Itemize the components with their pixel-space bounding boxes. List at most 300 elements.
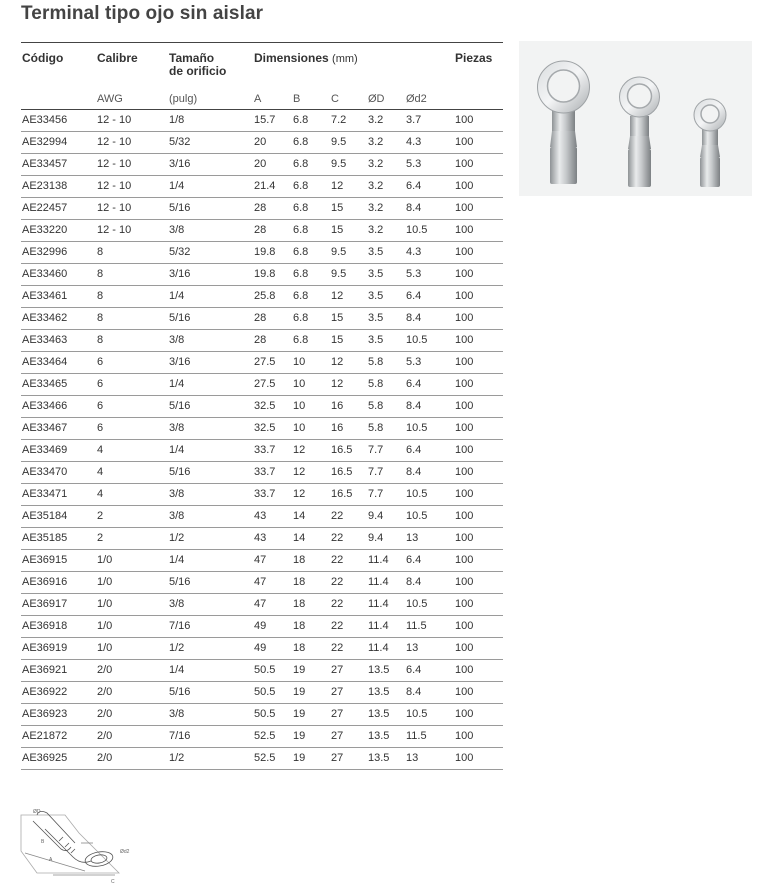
cell-codigo: AE33470	[21, 461, 97, 483]
cell-od: 3.2	[368, 109, 406, 131]
cell-tamano: 1/2	[169, 637, 254, 659]
cell-piezas: 100	[455, 131, 503, 153]
cell-od2: 10.5	[406, 505, 455, 527]
cell-codigo: AE33469	[21, 439, 97, 461]
cell-a: 52.5	[254, 747, 293, 769]
cell-calibre: 2/0	[97, 681, 169, 703]
cell-c: 27	[331, 725, 368, 747]
cell-c: 27	[331, 703, 368, 725]
subheader-a: A	[254, 89, 293, 110]
cell-piezas: 100	[455, 527, 503, 549]
cell-tamano: 7/16	[169, 615, 254, 637]
cell-b: 6.8	[293, 241, 331, 263]
cell-a: 27.5	[254, 351, 293, 373]
cell-b: 10	[293, 351, 331, 373]
cell-codigo: AE36918	[21, 615, 97, 637]
cell-od: 5.8	[368, 417, 406, 439]
cell-calibre: 2/0	[97, 725, 169, 747]
cell-tamano: 5/16	[169, 395, 254, 417]
header-tamano-line1: Tamaño	[169, 51, 215, 65]
cell-codigo: AE36921	[21, 659, 97, 681]
table-row	[21, 549, 503, 571]
cell-piezas: 100	[455, 285, 503, 307]
cell-tamano: 3/8	[169, 417, 254, 439]
table-row	[21, 417, 503, 439]
cell-calibre: 6	[97, 351, 169, 373]
diagram-label-od2: Ød2	[120, 849, 130, 855]
cell-a: 28	[254, 329, 293, 351]
cell-piezas: 100	[455, 549, 503, 571]
cell-codigo: AE36916	[21, 571, 97, 593]
cell-od2: 10.5	[406, 329, 455, 351]
cell-od2: 10.5	[406, 219, 455, 241]
cell-od: 11.4	[368, 549, 406, 571]
cell-c: 22	[331, 637, 368, 659]
cell-tamano: 3/8	[169, 219, 254, 241]
cell-codigo: AE33462	[21, 307, 97, 329]
cell-codigo: AE23138	[21, 175, 97, 197]
cell-od2: 6.4	[406, 659, 455, 681]
cell-calibre: 2/0	[97, 703, 169, 725]
cell-a: 43	[254, 505, 293, 527]
cell-od2: 8.4	[406, 395, 455, 417]
cell-calibre: 4	[97, 439, 169, 461]
cell-c: 12	[331, 373, 368, 395]
cell-calibre: 4	[97, 461, 169, 483]
header-dimensiones-label: Dimensiones	[254, 51, 329, 65]
cell-codigo: AE36922	[21, 681, 97, 703]
cell-tamano: 5/16	[169, 197, 254, 219]
cell-a: 47	[254, 593, 293, 615]
cell-od2: 13	[406, 637, 455, 659]
cell-codigo: AE36923	[21, 703, 97, 725]
cell-tamano: 1/2	[169, 527, 254, 549]
cell-b: 12	[293, 461, 331, 483]
cell-od: 3.5	[368, 241, 406, 263]
header-piezas: Piezas	[455, 43, 503, 89]
cell-a: 33.7	[254, 461, 293, 483]
cell-tamano: 1/4	[169, 549, 254, 571]
cell-piezas: 100	[455, 571, 503, 593]
cell-codigo: AE33461	[21, 285, 97, 307]
cell-tamano: 3/8	[169, 505, 254, 527]
cell-tamano: 5/16	[169, 571, 254, 593]
cell-a: 20	[254, 131, 293, 153]
cell-piezas: 100	[455, 505, 503, 527]
cell-calibre: 6	[97, 417, 169, 439]
cell-c: 22	[331, 505, 368, 527]
cell-od2: 10.5	[406, 593, 455, 615]
table-row	[21, 307, 503, 329]
cell-od: 11.4	[368, 637, 406, 659]
table-row	[21, 703, 503, 725]
cell-od2: 8.4	[406, 681, 455, 703]
cell-c: 15	[331, 329, 368, 351]
cell-b: 6.8	[293, 285, 331, 307]
cell-piezas: 100	[455, 681, 503, 703]
cell-codigo: AE33465	[21, 373, 97, 395]
subheader-b: B	[293, 89, 331, 110]
cell-calibre: 12 - 10	[97, 109, 169, 131]
cell-calibre: 8	[97, 241, 169, 263]
cell-codigo: AE21872	[21, 725, 97, 747]
table-row	[21, 637, 503, 659]
cell-b: 18	[293, 637, 331, 659]
table-body	[21, 109, 503, 769]
cell-b: 6.8	[293, 109, 331, 131]
cell-c: 12	[331, 285, 368, 307]
cell-piezas: 100	[455, 153, 503, 175]
cell-piezas: 100	[455, 439, 503, 461]
subheader-od: ØD	[368, 89, 406, 110]
cell-b: 12	[293, 439, 331, 461]
table-row	[21, 461, 503, 483]
cell-b: 19	[293, 747, 331, 769]
cell-od: 7.7	[368, 483, 406, 505]
table-row	[21, 373, 503, 395]
cell-od2: 11.5	[406, 725, 455, 747]
cell-piezas: 100	[455, 329, 503, 351]
table-row	[21, 131, 503, 153]
cell-a: 28	[254, 197, 293, 219]
cell-piezas: 100	[455, 637, 503, 659]
cell-b: 6.8	[293, 153, 331, 175]
ring-terminals-image	[519, 41, 752, 196]
cell-od2: 6.4	[406, 285, 455, 307]
cell-b: 19	[293, 659, 331, 681]
cell-calibre: 6	[97, 395, 169, 417]
cell-od2: 3.7	[406, 109, 455, 131]
cell-od: 11.4	[368, 571, 406, 593]
cell-calibre: 8	[97, 263, 169, 285]
terminal-spec-table	[21, 42, 503, 770]
cell-c: 16	[331, 395, 368, 417]
cell-od: 3.5	[368, 307, 406, 329]
cell-piezas: 100	[455, 395, 503, 417]
cell-a: 19.8	[254, 241, 293, 263]
cell-od: 3.2	[368, 219, 406, 241]
cell-a: 19.8	[254, 263, 293, 285]
cell-codigo: AE22457	[21, 197, 97, 219]
cell-codigo: AE36915	[21, 549, 97, 571]
cell-codigo: AE35185	[21, 527, 97, 549]
subheader-empty	[21, 89, 97, 110]
table-row	[21, 571, 503, 593]
cell-tamano: 5/16	[169, 681, 254, 703]
cell-calibre: 12 - 10	[97, 175, 169, 197]
cell-b: 6.8	[293, 263, 331, 285]
cell-piezas: 100	[455, 725, 503, 747]
header-codigo: Código	[21, 43, 97, 89]
cell-tamano: 7/16	[169, 725, 254, 747]
cell-codigo: AE33464	[21, 351, 97, 373]
header-tamano	[169, 43, 254, 89]
cell-od2: 6.4	[406, 439, 455, 461]
cell-a: 20	[254, 153, 293, 175]
cell-od: 7.7	[368, 461, 406, 483]
cell-c: 15	[331, 219, 368, 241]
cell-piezas: 100	[455, 175, 503, 197]
cell-b: 18	[293, 615, 331, 637]
cell-codigo: AE33460	[21, 263, 97, 285]
cell-calibre: 12 - 10	[97, 131, 169, 153]
table-row	[21, 263, 503, 285]
cell-od: 9.4	[368, 527, 406, 549]
cell-piezas: 100	[455, 703, 503, 725]
cell-piezas: 100	[455, 593, 503, 615]
cell-od: 3.5	[368, 329, 406, 351]
cell-piezas: 100	[455, 483, 503, 505]
cell-tamano: 5/16	[169, 461, 254, 483]
cell-od2: 6.4	[406, 175, 455, 197]
subheader-c: C	[331, 89, 368, 110]
cell-c: 22	[331, 527, 368, 549]
cell-od2: 5.3	[406, 351, 455, 373]
terminal-dimension-diagram	[19, 803, 135, 885]
header-dimensiones	[254, 43, 455, 89]
cell-c: 27	[331, 747, 368, 769]
cell-od2: 8.4	[406, 197, 455, 219]
cell-c: 16.5	[331, 483, 368, 505]
cell-b: 6.8	[293, 219, 331, 241]
cell-piezas: 100	[455, 615, 503, 637]
cell-tamano: 5/16	[169, 307, 254, 329]
cell-piezas: 100	[455, 109, 503, 131]
cell-od2: 13	[406, 527, 455, 549]
cell-a: 32.5	[254, 417, 293, 439]
subheader-row	[21, 89, 503, 110]
cell-c: 27	[331, 681, 368, 703]
cell-od2: 5.3	[406, 153, 455, 175]
cell-calibre: 8	[97, 285, 169, 307]
cell-tamano: 3/8	[169, 703, 254, 725]
cell-a: 33.7	[254, 439, 293, 461]
cell-b: 10	[293, 373, 331, 395]
table-row	[21, 197, 503, 219]
cell-od2: 8.4	[406, 307, 455, 329]
subheader-od2: Ød2	[406, 89, 455, 110]
cell-codigo: AE32996	[21, 241, 97, 263]
cell-a: 25.8	[254, 285, 293, 307]
cell-b: 19	[293, 725, 331, 747]
subheader-empty-piezas	[455, 89, 503, 110]
cell-a: 49	[254, 637, 293, 659]
cell-od: 3.2	[368, 197, 406, 219]
cell-calibre: 1/0	[97, 593, 169, 615]
cell-calibre: 1/0	[97, 549, 169, 571]
cell-c: 22	[331, 549, 368, 571]
cell-c: 16.5	[331, 439, 368, 461]
cell-tamano: 1/4	[169, 373, 254, 395]
cell-tamano: 1/4	[169, 439, 254, 461]
cell-codigo: AE35184	[21, 505, 97, 527]
cell-c: 9.5	[331, 153, 368, 175]
cell-c: 15	[331, 307, 368, 329]
cell-od: 3.5	[368, 263, 406, 285]
cell-a: 32.5	[254, 395, 293, 417]
cell-codigo: AE33466	[21, 395, 97, 417]
table-row	[21, 329, 503, 351]
cell-tamano: 1/4	[169, 175, 254, 197]
terminal-large	[538, 61, 590, 184]
subheader-awg: AWG	[97, 89, 169, 110]
cell-od: 13.5	[368, 681, 406, 703]
cell-calibre: 1/0	[97, 571, 169, 593]
table-row	[21, 439, 503, 461]
cell-od: 3.2	[368, 153, 406, 175]
cell-od2: 10.5	[406, 483, 455, 505]
cell-tamano: 1/2	[169, 747, 254, 769]
cell-b: 6.8	[293, 197, 331, 219]
cell-a: 21.4	[254, 175, 293, 197]
cell-od2: 6.4	[406, 549, 455, 571]
cell-codigo: AE33467	[21, 417, 97, 439]
cell-b: 14	[293, 505, 331, 527]
cell-b: 6.8	[293, 175, 331, 197]
cell-calibre: 2/0	[97, 747, 169, 769]
cell-od: 13.5	[368, 747, 406, 769]
cell-od2: 13	[406, 747, 455, 769]
cell-b: 6.8	[293, 329, 331, 351]
cell-tamano: 3/8	[169, 593, 254, 615]
cell-calibre: 2	[97, 505, 169, 527]
cell-c: 16.5	[331, 461, 368, 483]
cell-od2: 4.3	[406, 241, 455, 263]
table-row	[21, 483, 503, 505]
terminal-medium	[620, 77, 660, 187]
cell-tamano: 1/4	[169, 285, 254, 307]
cell-od: 11.4	[368, 615, 406, 637]
cell-codigo: AE33463	[21, 329, 97, 351]
cell-a: 33.7	[254, 483, 293, 505]
cell-od2: 6.4	[406, 373, 455, 395]
table-row	[21, 505, 503, 527]
cell-a: 52.5	[254, 725, 293, 747]
product-photo	[519, 41, 752, 196]
cell-calibre: 12 - 10	[97, 197, 169, 219]
cell-od: 5.8	[368, 395, 406, 417]
cell-codigo: AE36925	[21, 747, 97, 769]
cell-calibre: 8	[97, 307, 169, 329]
cell-piezas: 100	[455, 351, 503, 373]
cell-tamano: 3/16	[169, 153, 254, 175]
cell-tamano: 3/16	[169, 263, 254, 285]
table-row	[21, 219, 503, 241]
cell-piezas: 100	[455, 747, 503, 769]
table-row	[21, 153, 503, 175]
table-row	[21, 681, 503, 703]
cell-c: 27	[331, 659, 368, 681]
cell-od2: 11.5	[406, 615, 455, 637]
cell-od: 13.5	[368, 725, 406, 747]
cell-codigo: AE33456	[21, 109, 97, 131]
cell-piezas: 100	[455, 659, 503, 681]
cell-b: 18	[293, 571, 331, 593]
cell-calibre: 12 - 10	[97, 153, 169, 175]
cell-b: 19	[293, 703, 331, 725]
cell-piezas: 100	[455, 373, 503, 395]
cell-a: 28	[254, 219, 293, 241]
page-title: Terminal tipo ojo sin aislar	[21, 3, 264, 24]
cell-calibre: 2	[97, 527, 169, 549]
cell-tamano: 5/32	[169, 131, 254, 153]
cell-tamano: 3/8	[169, 483, 254, 505]
cell-od: 3.2	[368, 131, 406, 153]
cell-tamano: 5/32	[169, 241, 254, 263]
header-tamano-line2: de orificio	[169, 64, 227, 78]
cell-c: 22	[331, 571, 368, 593]
cell-calibre: 6	[97, 373, 169, 395]
cell-tamano: 3/8	[169, 329, 254, 351]
cell-a: 47	[254, 571, 293, 593]
cell-b: 19	[293, 681, 331, 703]
cell-b: 10	[293, 395, 331, 417]
cell-od: 7.7	[368, 439, 406, 461]
cell-od: 5.8	[368, 373, 406, 395]
cell-c: 12	[331, 351, 368, 373]
cell-od: 3.2	[368, 175, 406, 197]
cell-calibre: 4	[97, 483, 169, 505]
cell-a: 47	[254, 549, 293, 571]
cell-b: 6.8	[293, 307, 331, 329]
cell-od2: 8.4	[406, 461, 455, 483]
cell-c: 12	[331, 175, 368, 197]
cell-b: 10	[293, 417, 331, 439]
cell-piezas: 100	[455, 263, 503, 285]
cell-calibre: 12 - 10	[97, 219, 169, 241]
cell-b: 18	[293, 549, 331, 571]
table-row	[21, 175, 503, 197]
table-row	[21, 109, 503, 131]
cell-a: 50.5	[254, 659, 293, 681]
header-row	[21, 43, 503, 89]
cell-piezas: 100	[455, 197, 503, 219]
cell-calibre: 8	[97, 329, 169, 351]
cell-tamano: 3/16	[169, 351, 254, 373]
cell-b: 18	[293, 593, 331, 615]
cell-od2: 8.4	[406, 571, 455, 593]
table-row	[21, 527, 503, 549]
table-row	[21, 747, 503, 769]
table-row	[21, 725, 503, 747]
cell-calibre: 2/0	[97, 659, 169, 681]
cell-codigo: AE32994	[21, 131, 97, 153]
cell-b: 6.8	[293, 131, 331, 153]
cell-c: 7.2	[331, 109, 368, 131]
cell-c: 22	[331, 593, 368, 615]
cell-od: 9.4	[368, 505, 406, 527]
cell-od: 13.5	[368, 703, 406, 725]
cell-c: 9.5	[331, 241, 368, 263]
cell-c: 15	[331, 197, 368, 219]
cell-od2: 10.5	[406, 417, 455, 439]
cell-a: 28	[254, 307, 293, 329]
cell-calibre: 1/0	[97, 637, 169, 659]
cell-a: 50.5	[254, 703, 293, 725]
cell-c: 22	[331, 615, 368, 637]
cell-a: 15.7	[254, 109, 293, 131]
cell-od: 3.5	[368, 285, 406, 307]
cell-od: 13.5	[368, 659, 406, 681]
diagram-label-od: ØD	[33, 809, 41, 815]
cell-codigo: AE36919	[21, 637, 97, 659]
cell-piezas: 100	[455, 241, 503, 263]
cell-c: 9.5	[331, 263, 368, 285]
header-calibre: Calibre	[97, 43, 169, 89]
cell-a: 50.5	[254, 681, 293, 703]
table-row	[21, 351, 503, 373]
table-row	[21, 615, 503, 637]
